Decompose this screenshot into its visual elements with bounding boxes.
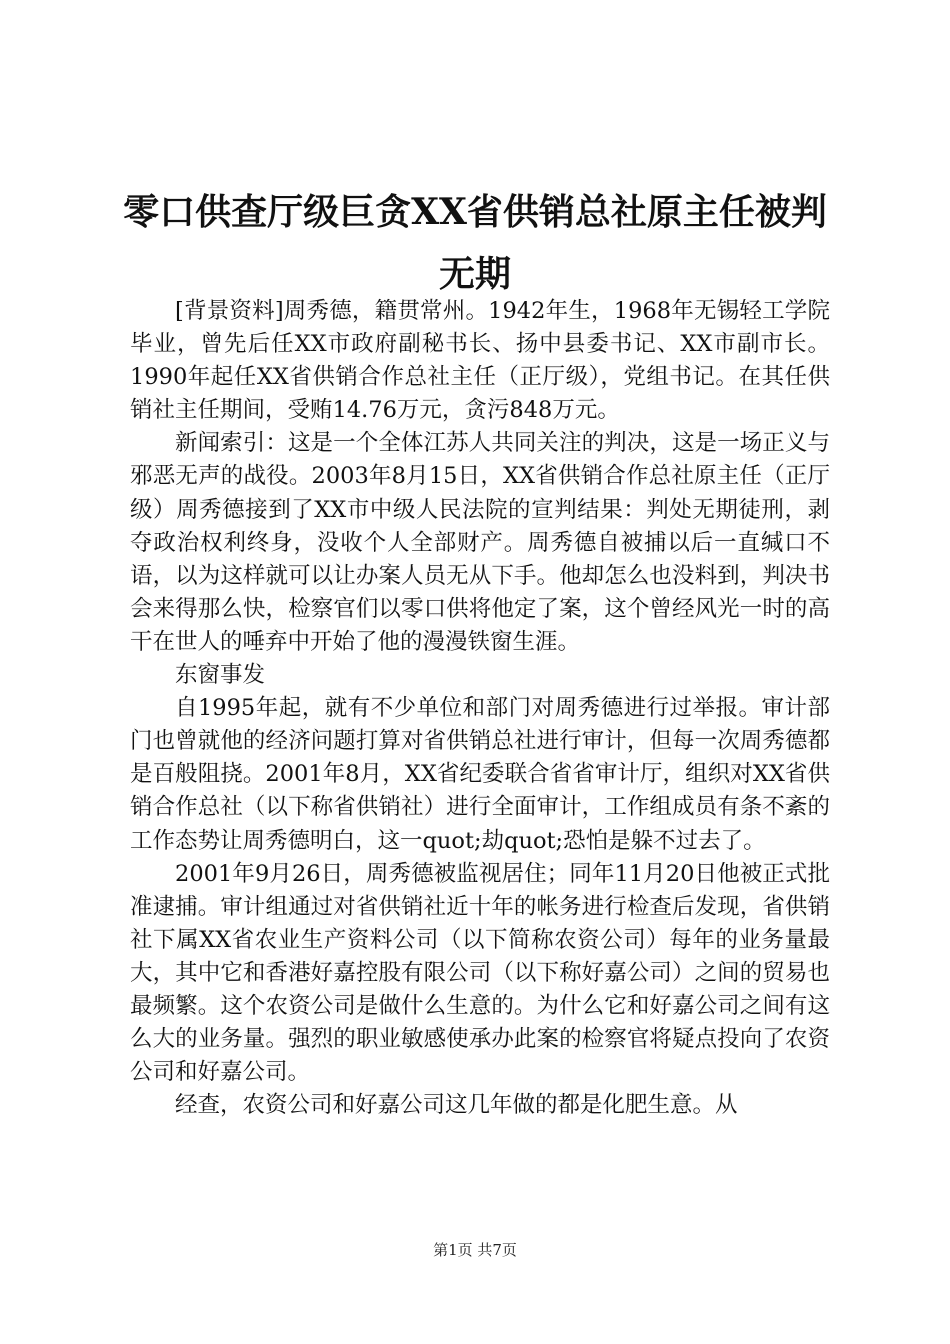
document-body [130,295,830,1122]
paragraph-news-index: 新闻索引：这是一个全体江苏人共同关注的判决，这是一场正义与邪恶无声的战役。2003年8月15日，XX省供销合作总社原主任（正厅级）周秀德接到了XX市中级人民法院的宣判结果：判处无期徒刑，剥夺政治权利终身，没收个人全部财产。周秀德自被捕以后一直缄口不语，以为这样就可以让办案人员无从下手。他却怎么也没料到，判决书会来得那么快，检察官们以零口供将他定了案，这个曾经风光一时的高干在世人的唾弃中开始了他的漫漫铁窗生涯。 [130,430,830,655]
paragraph-background: [背景资料]周秀德，籍贯常州。1942年生，1968年无锡轻工学院毕业，曾先后任XX市政府副秘书长、扬中县委书记、XX市副市长。1990年起任XX省供销合作总社主任（正厅级），党组书记。在其任供销社主任期间，受贿14.76万元，贪污848万元。 [130,298,830,424]
paragraph-reports: 自1995年起，就有不少单位和部门对周秀德进行过举报。审计部门也曾就他的经济问题打算对省供销总社进行审计，但每一次周秀德都是百般阻挠。2001年8月，XX省纪委联合省省审计厅，组织对XX省供销合作总社（以下称省供销社）进行全面审计，工作组成员有条不紊的工作态势让周秀德明白，这一quot;劫quot;恐怕是躲不过去了。 [130,695,830,854]
document-title-line2: 无期 [438,253,511,295]
document-title-line1: 零口供查厅级巨贪XX省供销总社原主任被判 [123,191,827,233]
paragraph-investigation: 经查，农资公司和好嘉公司这几年做的都是化肥生意。从 [175,1092,738,1119]
section-subheading: 东窗事发 [175,662,266,689]
page-footer: 第1页 共7页 [433,1241,517,1259]
paragraph-arrest: 2001年9月26日，周秀德被监视居住；同年11月20日他被正式批准逮捕。审计组通过对省供销社近十年的帐务进行检查后发现，省供销社下属XX省农业生产资料公司（以下简称农资公司）每年的业务量最大，其中它和香港好嘉控股有限公司（以下称好嘉公司）之间的贸易也最频繁。这个农资公司是做什么生意的。为什么它和好嘉公司之间有这么大的业务量。强烈的职业敏感使承办此案的检察官将疑点投向了农资公司和好嘉公司。 [130,860,830,1086]
